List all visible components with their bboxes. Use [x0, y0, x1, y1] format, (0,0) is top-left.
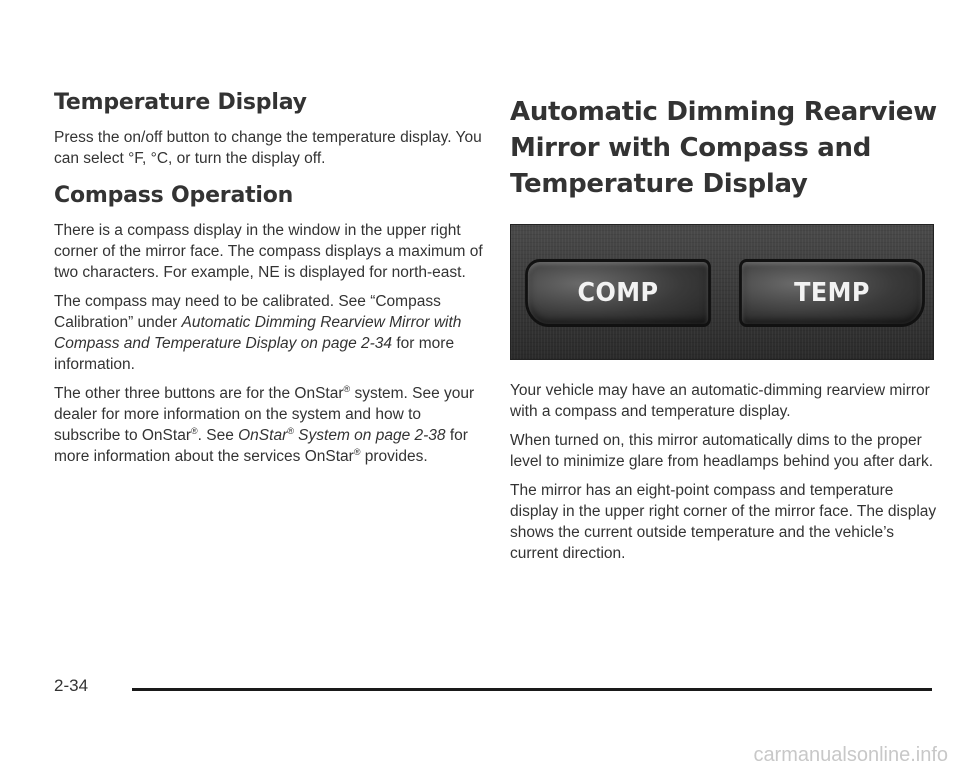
onstar-p-text-4: for more information about the services OnStar	[54, 427, 468, 465]
compass-p2-tail: for more information.	[54, 335, 455, 373]
compass-paragraph-2	[54, 291, 484, 375]
footer-divider	[132, 688, 932, 691]
onstar-p-text-3: . See	[197, 427, 239, 444]
mirror-section-heading: Automatic Dimming Rearview Mirror with Compass and Temperature Display	[510, 97, 937, 199]
registered-mark: ®	[353, 446, 361, 457]
registered-mark: ®	[343, 383, 351, 394]
registered-mark: ®	[287, 425, 294, 436]
compass-operation-heading: Compass Operation	[54, 183, 294, 208]
mirror-buttons-photo	[510, 224, 934, 360]
onstar-p-text-1: The other three buttons are for the OnStar	[54, 385, 344, 402]
onstar-reference	[238, 427, 445, 444]
site-watermark: carmanualsonline.info	[753, 744, 948, 766]
comp-button: COMP	[525, 259, 711, 327]
onstar-paragraph	[54, 383, 484, 467]
page-number: 2-34	[54, 676, 89, 695]
mirror-paragraph-1: Your vehicle may have an automatic-dimming rearview mirror with a compass and temperature display.	[510, 382, 930, 420]
temp-button: TEMP	[739, 259, 925, 327]
onstar-p-text-2: system. See your dealer for more information on the system and how to subscribe to OnStar	[54, 385, 475, 444]
left-column	[54, 84, 484, 475]
onstar-p-text-5: provides.	[360, 448, 428, 465]
right-column	[510, 84, 940, 572]
compass-p2-reference: Automatic Dimming Rearview Mirror with Compass and Temperature Display on page 2-34	[54, 314, 462, 352]
mirror-paragraph-3: The mirror has an eight-point compass and temperature display in the upper right corner of the mirror face. The display shows the current outside temperature and the vehicle’s current direction.	[510, 482, 937, 562]
onstar-ref-text-2: System on page 2-38	[293, 427, 446, 444]
mirror-paragraph-2: When turned on, this mirror automatically dims to the proper level to minimize glare from headlamps behind you after dark.	[510, 432, 934, 470]
temperature-display-heading: Temperature Display	[54, 90, 307, 115]
temperature-display-paragraph: Press the on/off button to change the temperature display. You can select °F, °C, or turn the display off.	[54, 129, 482, 167]
compass-paragraph-1: There is a compass display in the window in the upper right corner of the mirror face. The compass displays a maximum of two characters. For example, NE is displayed for north-east.	[54, 222, 483, 281]
onstar-ref-text: OnStar	[238, 427, 288, 444]
compass-p2-text: The compass may need to be calibrated. See “Compass Calibration” under	[54, 293, 441, 331]
registered-mark: ®	[190, 425, 198, 436]
